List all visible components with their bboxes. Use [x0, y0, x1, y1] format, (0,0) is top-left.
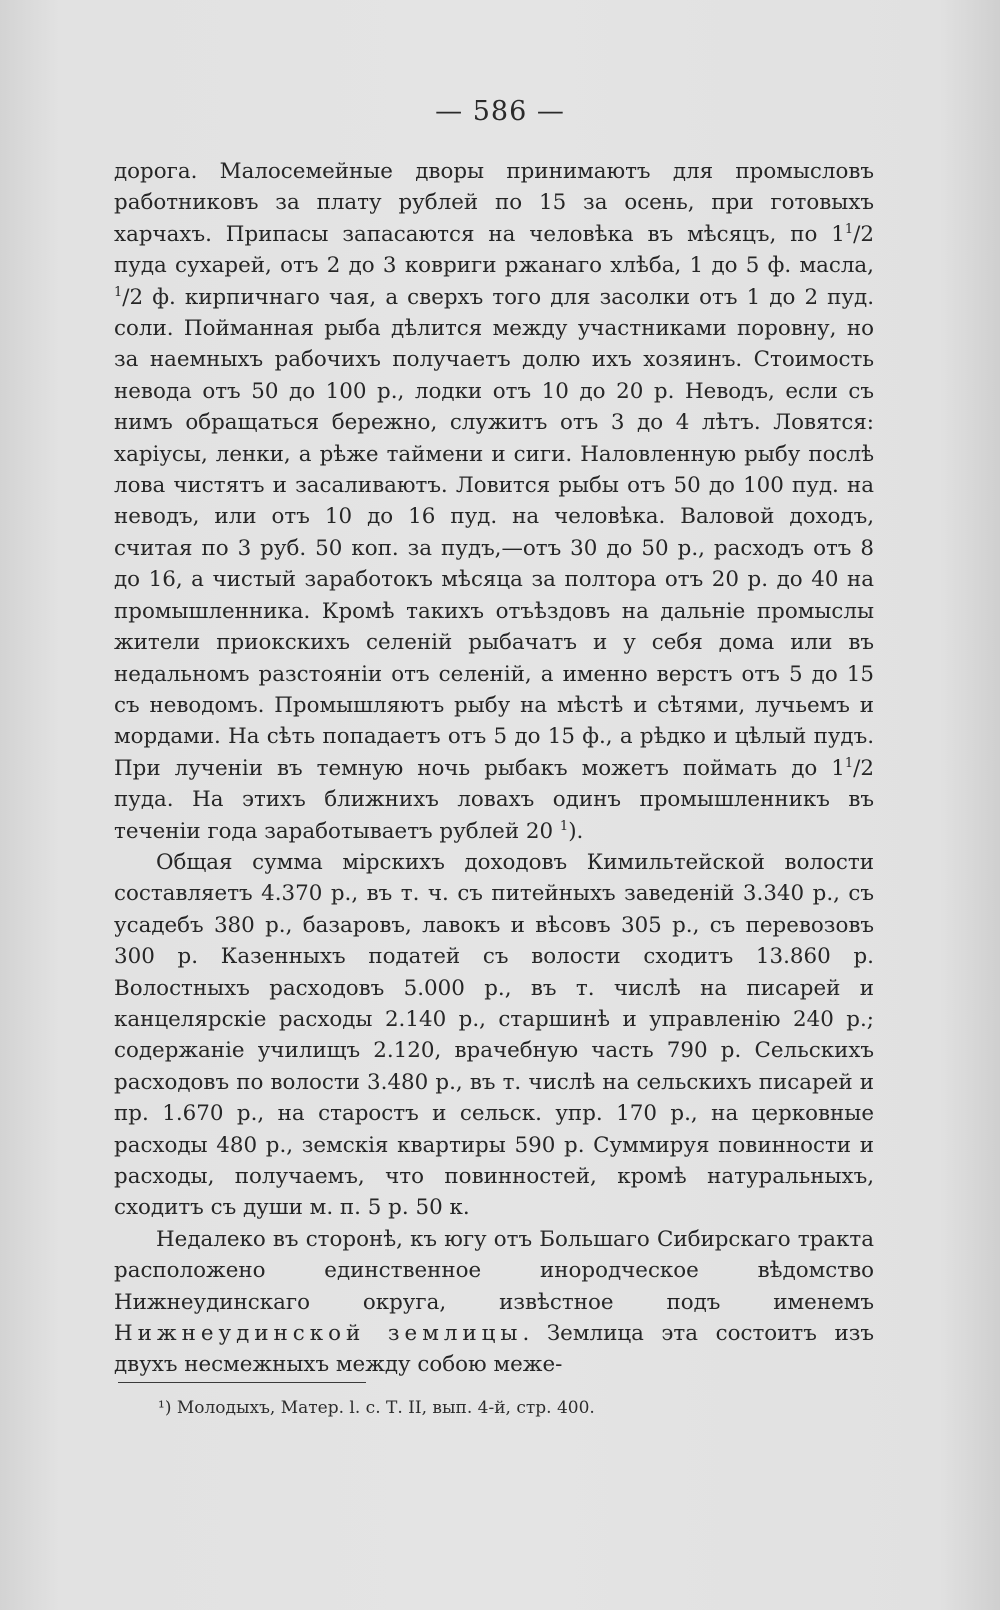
- fraction-numerator: 1: [114, 284, 123, 300]
- paragraph-nizhneudinsk: [114, 1224, 874, 1381]
- text-run: /2 ф. кирпичнаго чая, а сверхъ того для засолки отъ 1 до 2 пуд. соли. Пойманная рыба дѣлится между участниками поровну, но за наемныхъ рабочихъ получаетъ долю ихъ хозяинъ. Стоимость невода отъ 50 до 100 р., лодки отъ 10 до 20 р. Неводъ, если съ нимъ обращаться бережно, служитъ отъ 3 до 4 лѣтъ. Ловятся: харіусы, ленки, а рѣже таймени и сиги. Наловленную рыбу послѣ лова чистятъ и засаливаютъ. Ловится рыбы отъ 50 до 100 пуд. на неводъ, или отъ 10 до 16 пуд. на человѣка. Валовой доходъ, считая по 3 руб. 50 коп. за пудъ,—отъ 30 до 50 р., расходъ отъ 8 до 16, а чистый заработокъ мѣсяца за полтора отъ 20 р. до 40 на промышленника. Кромѣ такихъ отъѣздовъ на дальніе промыслы жители приокскихъ селеній рыбачатъ и у себя дома или въ недальномъ разстояніи отъ селеній, а именно верстъ отъ 5 до 15 съ неводомъ. Промышляютъ рыбу на мѣстѣ и сѣтями, лучьемъ и мордами. На сѣть попадаетъ отъ 5 до 15 ф., а рѣдко и цѣлый пудъ. При лученіи въ темную ночь рыбакъ можетъ поймать до 1: [114, 284, 874, 781]
- text-run: . Землица эта состоитъ изъ двухъ несмежныхъ между собою меже-: [114, 1321, 874, 1378]
- text-run: дорога. Малосемейные дворы принимаютъ для промысловъ работниковъ за плату рублей по 15 за осень, при готовыхъ харчахъ. Припасы запасаются на человѣка въ мѣсяцъ, по 1: [114, 159, 874, 247]
- paragraph-fishing: [114, 156, 874, 847]
- fraction-numerator: 1: [844, 221, 854, 237]
- body-text: [114, 156, 874, 1381]
- footnote-divider: [118, 1382, 366, 1383]
- text-run: /2 пуда. На этихъ ближнихъ ловахъ одинъ промышленникъ въ теченіи года заработываетъ рублей 20: [114, 755, 874, 844]
- footnote-reference[interactable]: 1: [559, 818, 569, 834]
- text-run: Недалеко въ сторонѣ, къ югу отъ Большаго Сибирскаго тракта расположено единственное инородческое вѣдомство Нижнеудинскаго округа, извѣстное подъ именемъ: [114, 1226, 874, 1315]
- paragraph-revenues: Общая сумма мірскихъ доходовъ Кимильтейской волости составляетъ 4.370 р., въ т. ч. съ питейныхъ заведеній 3.340 р., съ усадебъ 380 р., базаровъ, лавокъ и вѣсовъ 305 р., съ перевозовъ 300 р. Казенныхъ податей съ волости сходитъ 13.860 р. Волостныхъ расходовъ 5.000 р., въ т. числѣ на писарей и канцелярскіе расходы 2.140 р., старшинѣ и управленію 240 р.; содержаніе училищъ 2.120, врачебную часть 790 р. Сельскихъ расходовъ по волости 3.480 р., въ т. числѣ на сельскихъ писарей и пр. 1.670 р., на старостъ и сельск. упр. 170 р., на церковные расходы 480 р., земскія квартиры 590 р. Суммируя повинности и расходы, получаемъ, что повинностей, кромѣ натуральныхъ, сходитъ съ души м. п. 5 р. 50 к.: [114, 849, 874, 1221]
- text-run: /2 пуда сухарей, отъ 2 до 3 ковриги ржанаго хлѣба, 1 до 5 ф. масла,: [114, 221, 874, 279]
- spaced-emphasis: Нижнеудинской землицы: [114, 1321, 523, 1347]
- page-number: — 586 —: [435, 96, 565, 127]
- footnote: ¹) Молодыхъ, Матер. l. с. Т. II, вып. 4-й, стр. 400.: [158, 1398, 595, 1418]
- text-run: ).: [568, 818, 584, 844]
- fraction-numerator: 1: [844, 755, 854, 771]
